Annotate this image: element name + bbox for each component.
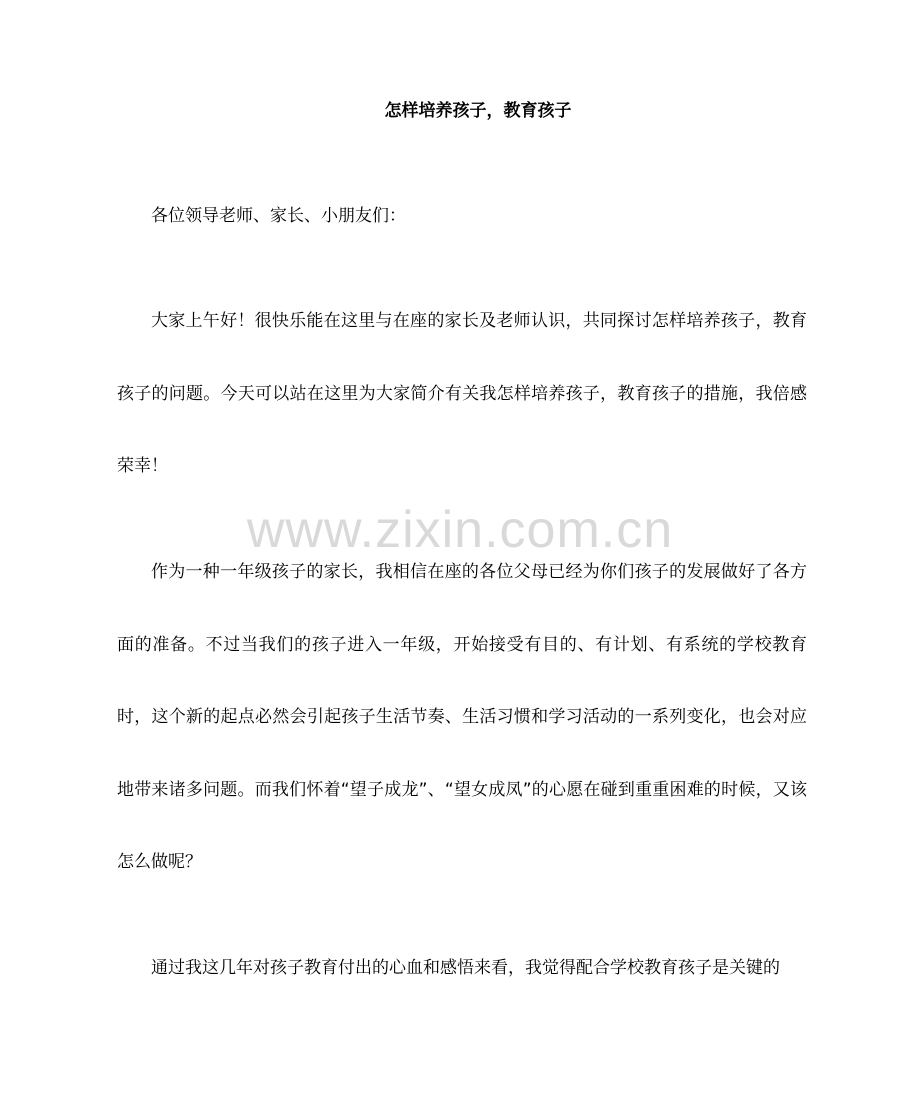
- watermark-text: www.zixin.com.cn: [246, 501, 674, 559]
- body-paragraph: 通过我这几年对孩子教育付出的心血和感悟来看，我觉得配合学校教育孩子是关键的: [151, 958, 780, 978]
- greeting-paragraph: 各位领导老师、家长、小朋友们：: [151, 206, 406, 226]
- body-paragraph: 大家上午好！很快乐能在这里与在座的家长及老师认识，共同探讨怎样培养孩子，教育孩子的问题。今天可以站在这里为大家简介有关我怎样培养孩子，教育孩子的措施，我倍感荣幸！: [117, 311, 807, 476]
- document-title: 怎样培养孩子，教育孩子: [384, 101, 572, 121]
- body-paragraph: 作为一种一年级孩子的家长，我相信在座的各位父母已经为你们孩子的发展做好了各方面的准备。不过当我们的孩子进入一年级，开始接受有目的、有计划、有系统的学校教育时，这个新的起点必然会引起孩子生活节奏、生活习惯和学习活动的一系列变化，也会对应地带来诸多问题。而我们怀着“望子成龙”、“望女成凤”的心愿在碰到重重困难的时候，又该怎么做呢？: [117, 562, 807, 872]
